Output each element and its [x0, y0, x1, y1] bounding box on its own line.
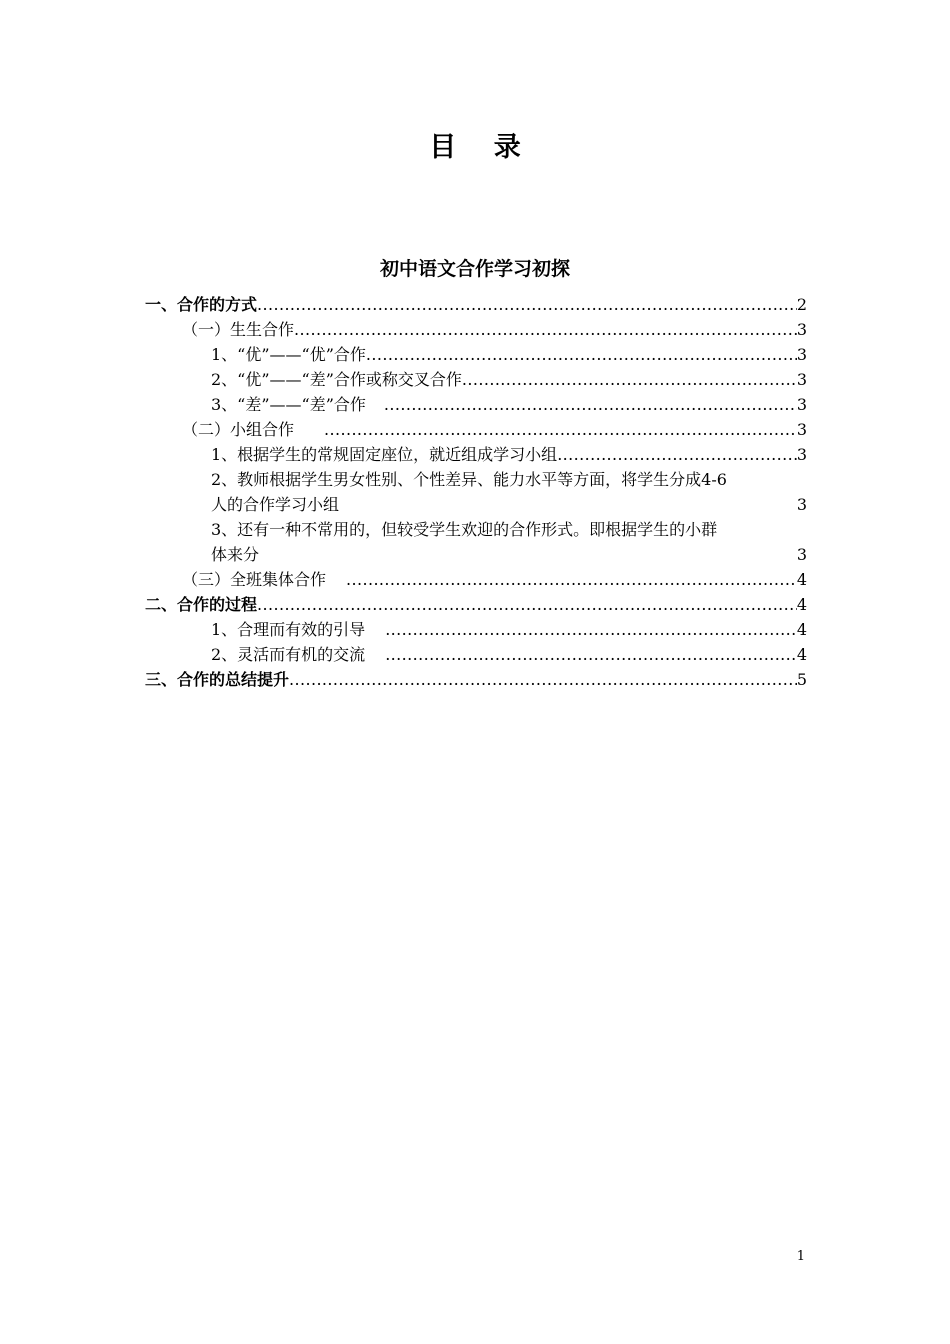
toc-page-number: 2 — [796, 295, 807, 314]
toc-entry[interactable] — [145, 292, 807, 317]
toc-entry[interactable] — [145, 667, 807, 692]
toc-entry[interactable] — [145, 442, 807, 467]
toc-entry-text: （一）生生合作 — [182, 320, 295, 339]
toc-leader-dots — [257, 592, 797, 617]
toc-entry-text: 3、还有一种不常用的，但较受学生欢迎的合作形式。即根据学生的小群 — [211, 520, 718, 539]
toc-leader-dots — [289, 667, 797, 692]
toc-page-number: 3 — [796, 395, 807, 414]
toc-entry-text: 2、灵活而有机的交流 — [211, 645, 366, 664]
toc-entry[interactable] — [145, 342, 807, 367]
toc-entry[interactable] — [145, 592, 807, 617]
toc-leader-dots — [366, 342, 797, 367]
toc-leader-dots — [557, 442, 797, 467]
toc-entry[interactable] — [145, 467, 807, 517]
toc-entry-text-continued: 体来分 — [211, 545, 260, 564]
toc-leader-dots — [346, 567, 797, 592]
toc-heading: 目 录 — [429, 132, 535, 163]
toc-leader-dots — [257, 292, 797, 317]
toc-page-number: 3 — [796, 420, 807, 439]
toc-entry[interactable] — [145, 642, 807, 667]
toc-entry-text: 3、“差”——“差”合作 — [211, 395, 366, 414]
toc-page-number: 3 — [796, 370, 807, 389]
toc-entry[interactable] — [145, 617, 807, 642]
toc-page-number: 3 — [796, 545, 807, 564]
toc-page-number: 3 — [796, 320, 807, 339]
document-title: 初中语文合作学习初探 — [379, 258, 570, 280]
toc-page-number: 3 — [796, 495, 807, 514]
toc-entry-text: 一、合作的方式 — [145, 295, 258, 314]
toc-entry[interactable] — [145, 417, 807, 442]
toc-entry[interactable] — [145, 317, 807, 342]
toc-leader-dots — [385, 642, 797, 667]
toc-entry-text: 二、合作的过程 — [145, 595, 258, 614]
toc-page-number: 4 — [796, 570, 807, 589]
toc-entry-text: 2、“优”——“差”合作或称交叉合作 — [211, 370, 462, 389]
toc-page-number: 4 — [796, 645, 807, 664]
toc-entry-text: 1、根据学生的常规固定座位，就近组成学习小组 — [211, 445, 558, 464]
table-of-contents — [145, 292, 807, 692]
toc-page-number: 3 — [796, 345, 807, 364]
toc-page-number: 5 — [796, 670, 807, 689]
toc-entry-text-continued: 人的合作学习小组 — [211, 495, 340, 514]
footer-page-number: 1 — [796, 1249, 805, 1264]
toc-entry-text: （二）小组合作 — [182, 420, 295, 439]
toc-entry-text: （三）全班集体合作 — [182, 570, 327, 589]
toc-entry-text: 三、合作的总结提升 — [145, 670, 290, 689]
toc-page-number: 3 — [796, 445, 807, 464]
toc-entry-text: 2、教师根据学生男女性别、个性差异、能力水平等方面，将学生分成4-6 — [211, 470, 727, 489]
toc-entry[interactable] — [145, 567, 807, 592]
toc-leader-dots — [294, 317, 797, 342]
toc-entry[interactable] — [145, 367, 807, 392]
toc-entry-text: 1、“优”——“优”合作 — [211, 345, 366, 364]
toc-page-number: 4 — [796, 595, 807, 614]
toc-leader-dots — [385, 617, 797, 642]
toc-entry[interactable] — [145, 392, 807, 417]
toc-page-number: 4 — [796, 620, 807, 639]
toc-leader-dots — [462, 367, 797, 392]
toc-leader-dots — [324, 417, 797, 442]
toc-entry-text: 1、合理而有效的引导 — [211, 620, 366, 639]
toc-entry[interactable] — [145, 517, 807, 567]
toc-leader-dots — [384, 392, 797, 417]
